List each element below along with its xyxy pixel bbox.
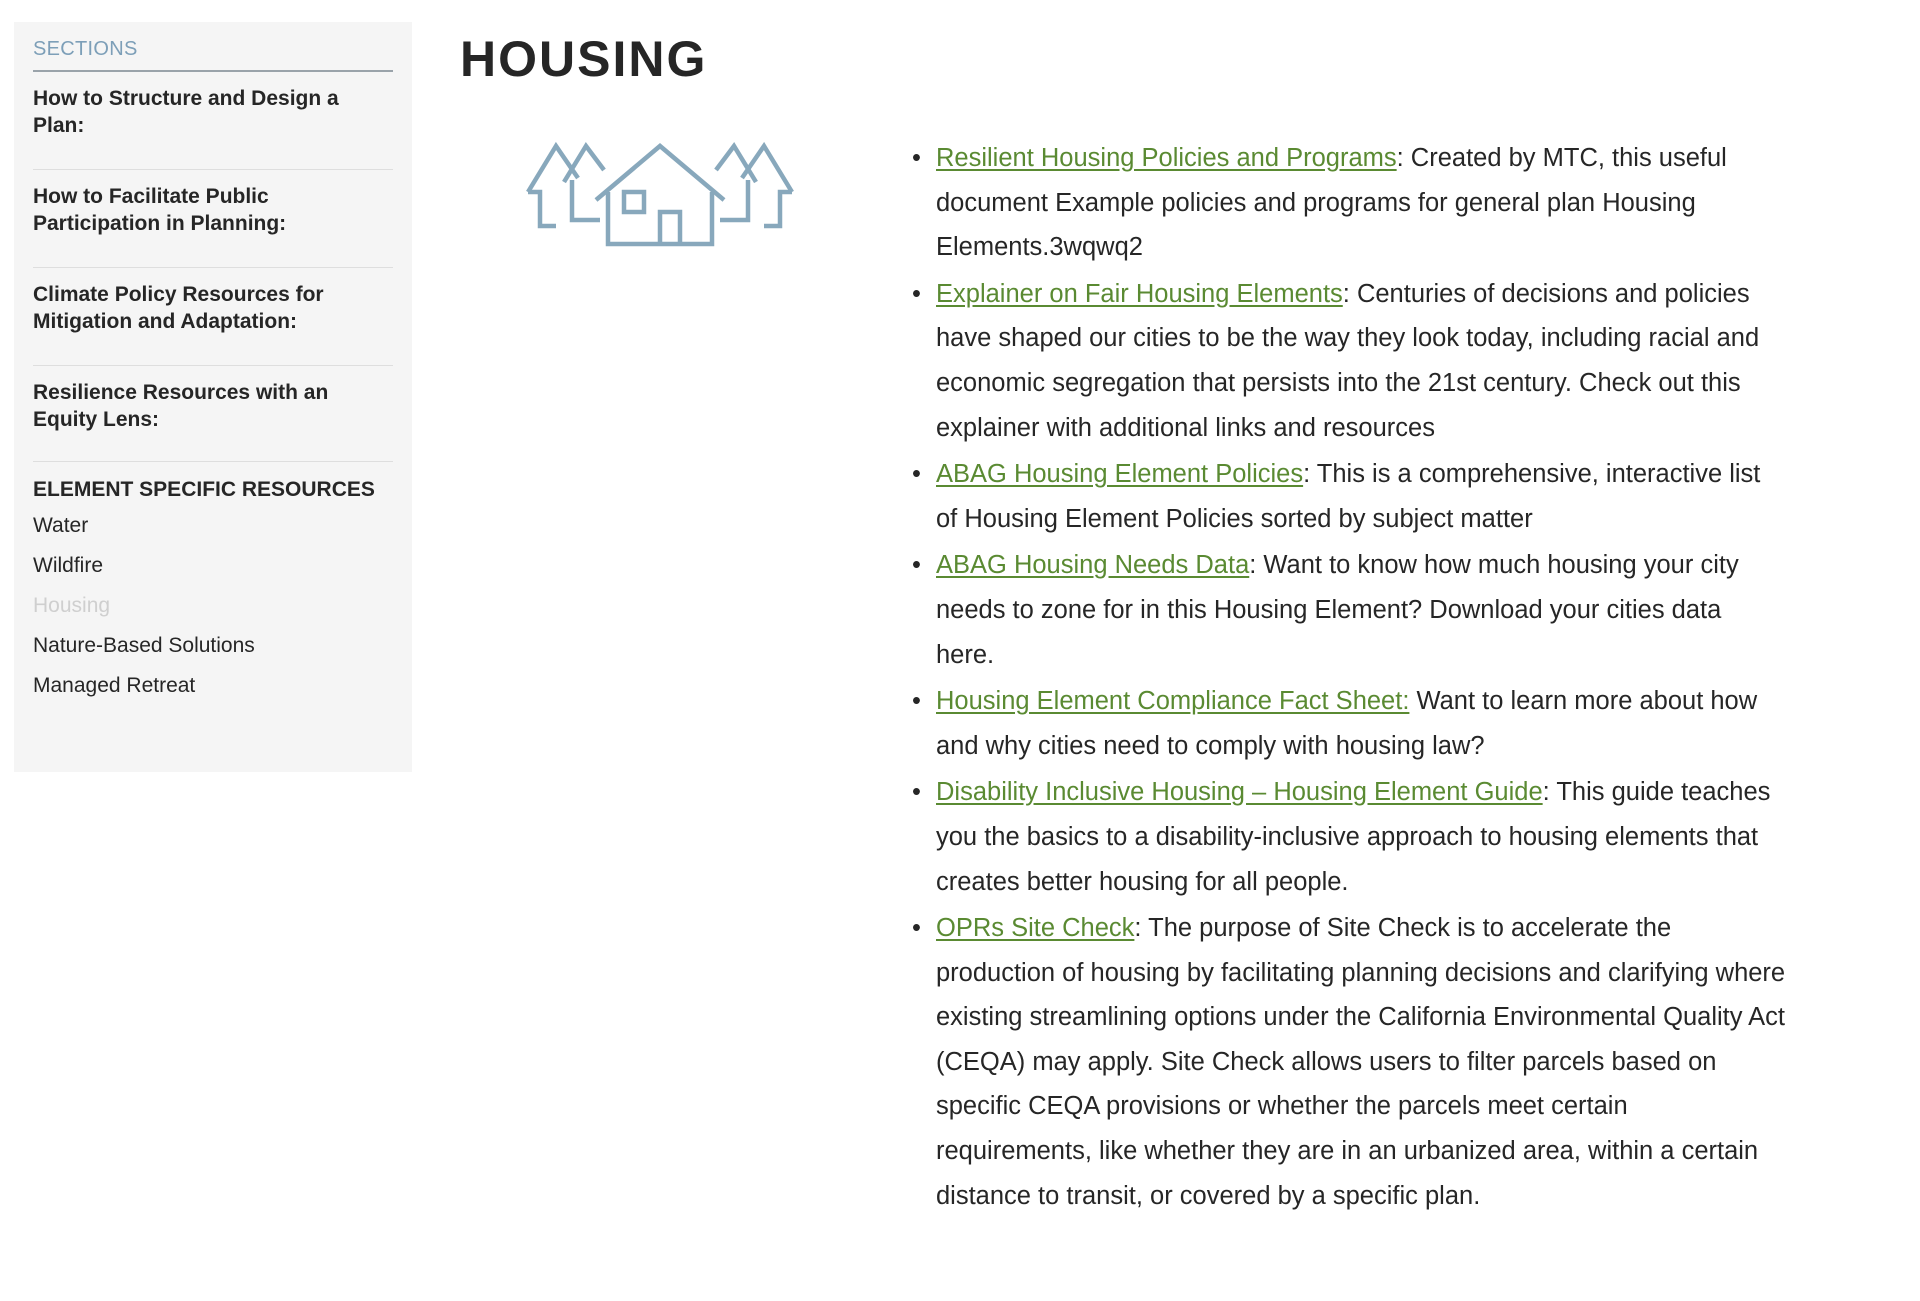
list-item	[912, 906, 1786, 1218]
section-link-climate-policy[interactable]: Climate Policy Resources for Mitigation and Adaptation:	[33, 268, 393, 366]
list-item	[912, 136, 1786, 270]
link-disability-inclusive-housing[interactable]: Disability Inclusive Housing – Housing Element Guide	[936, 778, 1543, 807]
housing-resource-list	[912, 136, 1786, 1220]
bullet-icon: •	[912, 914, 921, 943]
page-title: HOUSING	[460, 31, 708, 87]
bullet-icon: •	[912, 778, 921, 807]
section-link-structure-design[interactable]: How to Structure and Design a Plan:	[33, 72, 393, 170]
element-link-water[interactable]: Water	[33, 514, 89, 537]
list-item	[912, 452, 1786, 541]
resource-description: : This guide teaches you the basics to a disability-inclusive approach to housing elements that creates better housing for all people.	[936, 778, 1771, 896]
list-item	[912, 543, 1786, 677]
list-item	[912, 679, 1786, 768]
resource-description: : Want to know how much housing your city needs to zone for in this Housing Element? Download your cities data here.	[936, 551, 1739, 669]
bullet-icon: •	[912, 144, 921, 172]
list-item	[912, 770, 1786, 904]
bullet-icon: •	[912, 279, 921, 308]
bullet-icon: •	[912, 687, 921, 716]
element-resources-heading: ELEMENT SPECIFIC RESOURCES	[33, 478, 375, 501]
resource-description: : Centuries of decisions and policies have shaped our cities to be the way they look today, including racial and economic segregation that persists into the 21st century. Check out this explainer with additional links and resources	[936, 279, 1760, 442]
sections-label: SECTIONS	[33, 38, 393, 72]
section-link-resilience-equity[interactable]: Resilience Resources with an Equity Lens:	[33, 366, 393, 462]
bullet-icon: •	[912, 551, 921, 580]
link-compliance-fact-sheet[interactable]: Housing Element Compliance Fact Sheet:	[936, 687, 1410, 716]
link-fair-housing-explainer[interactable]: Explainer on Fair Housing Elements	[936, 279, 1343, 308]
resource-description: : This is a comprehensive, interactive list of Housing Element Policies sorted by subject matter	[936, 460, 1761, 533]
element-link-nature-based-solutions[interactable]: Nature-Based Solutions	[33, 634, 255, 657]
section-link-public-participation[interactable]: How to Facilitate Public Participation in Planning:	[33, 170, 393, 268]
link-oprs-site-check[interactable]: OPRs Site Check	[936, 914, 1135, 943]
resource-description: : The purpose of Site Check is to accelerate the production of housing by facilitating planning decisions and clarifying where existing streamlining options under the California Environmental Quality Act (CEQA) may apply. Site Check allows users to filter parcels based on specific CEQA provisions or whether the parcels meet certain requirements, like whether they are in an urbanized area, within a certain distance to transit, or covered by a specific plan.	[936, 914, 1786, 1210]
resource-description: : Created by MTC, this useful document Example policies and programs for general plan Housing Elements.3wqwq2	[936, 144, 1727, 262]
element-link-managed-retreat[interactable]: Managed Retreat	[33, 674, 196, 697]
link-abag-housing-element-policies[interactable]: ABAG Housing Element Policies	[936, 460, 1304, 489]
houses-icon	[520, 140, 800, 250]
bullet-icon: •	[912, 460, 921, 489]
link-abag-housing-needs-data[interactable]: ABAG Housing Needs Data	[936, 551, 1250, 580]
list-item	[912, 272, 1786, 450]
element-link-housing-current[interactable]: Housing	[33, 594, 111, 617]
element-link-wildfire[interactable]: Wildfire	[33, 554, 104, 577]
sidebar	[14, 22, 412, 772]
resource-description: Want to learn more about how and why cities need to comply with housing law?	[936, 687, 1758, 760]
link-resilient-housing-policies[interactable]: Resilient Housing Policies and Programs	[936, 144, 1397, 172]
